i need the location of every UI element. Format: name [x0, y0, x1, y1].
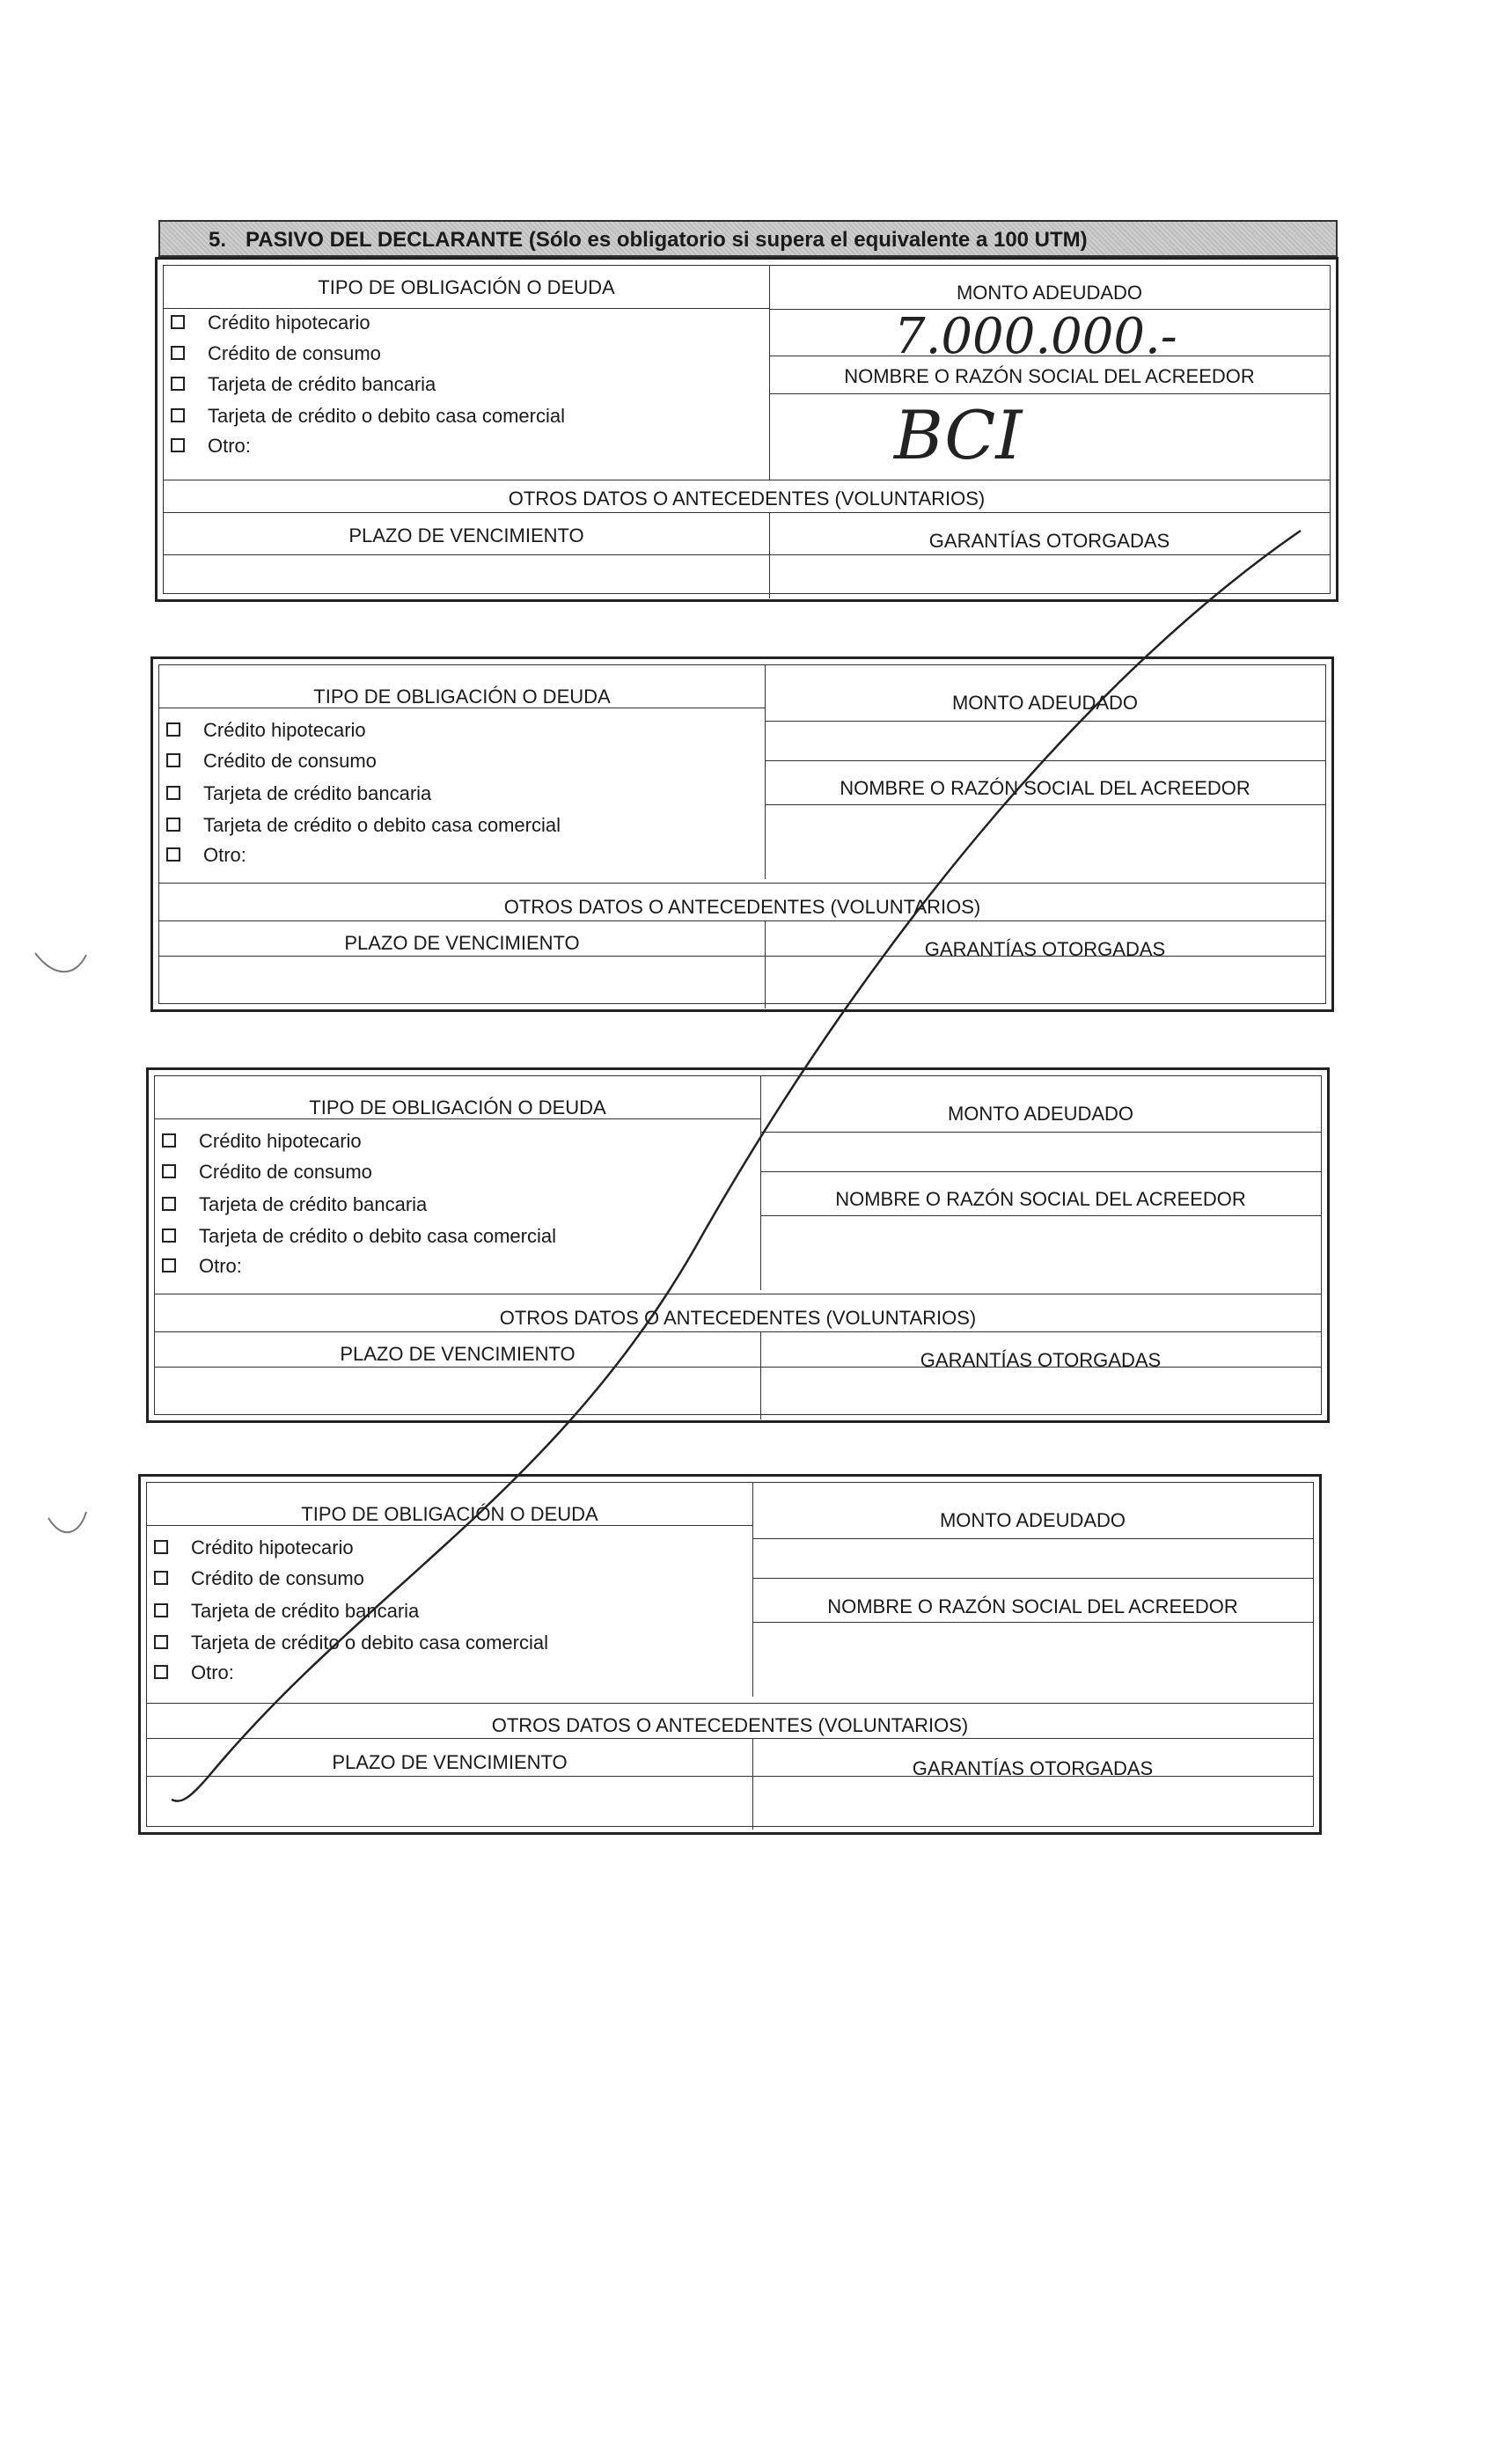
otros-label: OTROS DATOS O ANTECEDENTES (VOLUNTARIOS) [499, 1307, 977, 1329]
monto-label: MONTO ADEUDADO [947, 1103, 1134, 1125]
checkbox-icon[interactable] [154, 1540, 168, 1554]
plazo-label: PLAZO DE VENCIMIENTO [340, 1343, 576, 1365]
option-credito-consumo[interactable]: Crédito de consumo [154, 1567, 364, 1590]
tipo-label: TIPO DE OBLIGACIÓN O DEUDA [309, 1096, 606, 1118]
otros-label: OTROS DATOS O ANTECEDENTES (VOLUNTARIOS) [491, 1714, 969, 1736]
monto-label: MONTO ADEUDADO [956, 282, 1143, 304]
garantias-label: GARANTÍAS OTORGADAS [924, 938, 1166, 960]
debt-block-2 [150, 656, 1334, 1012]
option-tarjeta-casa-comercial[interactable]: Tarjeta de crédito o debito casa comercial [166, 814, 561, 837]
option-otro[interactable]: Otro: [162, 1255, 242, 1278]
checkbox-icon[interactable] [154, 1571, 168, 1585]
option-tarjeta-bancaria[interactable]: Tarjeta de crédito bancaria [171, 373, 436, 396]
checkbox-icon[interactable] [171, 346, 185, 360]
checkbox-icon[interactable] [154, 1635, 168, 1649]
checkbox-icon[interactable] [154, 1603, 168, 1617]
option-tarjeta-bancaria[interactable]: Tarjeta de crédito bancaria [154, 1600, 419, 1623]
checkbox-icon[interactable] [166, 722, 180, 737]
tipo-label: TIPO DE OBLIGACIÓN O DEUDA [313, 686, 611, 708]
option-credito-hipotecario[interactable]: Crédito hipotecario [154, 1536, 354, 1559]
option-tarjeta-bancaria[interactable]: Tarjeta de crédito bancaria [166, 782, 431, 805]
monto-label: MONTO ADEUDADO [951, 692, 1139, 714]
checkbox-icon[interactable] [162, 1197, 176, 1211]
checkbox-icon[interactable] [162, 1133, 176, 1148]
option-credito-consumo[interactable]: Crédito de consumo [162, 1161, 372, 1184]
monto-label: MONTO ADEUDADO [939, 1509, 1126, 1531]
checkbox-icon[interactable] [162, 1258, 176, 1272]
acreedor-label: NOMBRE O RAZÓN SOCIAL DEL ACREEDOR [827, 1595, 1238, 1617]
checkbox-icon[interactable] [162, 1228, 176, 1243]
option-tarjeta-bancaria[interactable]: Tarjeta de crédito bancaria [162, 1193, 427, 1216]
option-credito-consumo[interactable]: Crédito de consumo [171, 342, 381, 365]
acreedor-label: NOMBRE O RAZÓN SOCIAL DEL ACREEDOR [844, 365, 1255, 387]
checkbox-icon[interactable] [171, 438, 185, 452]
checkbox-icon[interactable] [162, 1164, 176, 1178]
checkbox-icon[interactable] [166, 818, 180, 832]
garantias-label: GARANTÍAS OTORGADAS [920, 1349, 1162, 1371]
garantias-label: GARANTÍAS OTORGADAS [912, 1757, 1154, 1779]
plazo-label: PLAZO DE VENCIMIENTO [332, 1751, 568, 1773]
debt-block-1 [155, 257, 1338, 602]
debt-block-4 [138, 1474, 1322, 1835]
acreedor-label: NOMBRE O RAZÓN SOCIAL DEL ACREEDOR [835, 1188, 1246, 1210]
garantias-label: GARANTÍAS OTORGADAS [928, 530, 1170, 552]
checkbox-icon[interactable] [154, 1665, 168, 1679]
checkbox-icon[interactable] [171, 315, 185, 329]
plazo-label: PLAZO DE VENCIMIENTO [344, 932, 580, 954]
option-tarjeta-casa-comercial[interactable]: Tarjeta de crédito o debito casa comercial [171, 405, 565, 428]
otros-label: OTROS DATOS O ANTECEDENTES (VOLUNTARIOS) [508, 488, 986, 510]
checkbox-icon[interactable] [166, 753, 180, 767]
monto-value[interactable]: 7.000.000.- [894, 308, 1177, 365]
option-otro[interactable]: Otro: [154, 1661, 234, 1684]
debt-block-3 [146, 1067, 1330, 1423]
otros-label: OTROS DATOS O ANTECEDENTES (VOLUNTARIOS) [503, 896, 981, 918]
option-otro[interactable]: Otro: [166, 844, 246, 867]
section-header [158, 220, 1338, 257]
option-tarjeta-casa-comercial[interactable]: Tarjeta de crédito o debito casa comercial [162, 1225, 556, 1248]
checkbox-icon[interactable] [166, 847, 180, 862]
tipo-label: TIPO DE OBLIGACIÓN O DEUDA [301, 1503, 598, 1525]
section-number: 5. [209, 228, 227, 252]
option-credito-consumo[interactable]: Crédito de consumo [166, 750, 377, 773]
plazo-label: PLAZO DE VENCIMIENTO [348, 524, 584, 546]
checkbox-icon[interactable] [166, 786, 180, 800]
option-credito-hipotecario[interactable]: Crédito hipotecario [166, 719, 366, 742]
option-otro[interactable]: Otro: [171, 435, 251, 458]
option-credito-hipotecario[interactable]: Crédito hipotecario [162, 1130, 362, 1153]
option-credito-hipotecario[interactable]: Crédito hipotecario [171, 312, 370, 334]
option-tarjeta-casa-comercial[interactable]: Tarjeta de crédito o debito casa comercial [154, 1632, 548, 1654]
acreedor-label: NOMBRE O RAZÓN SOCIAL DEL ACREEDOR [840, 777, 1250, 799]
acreedor-value[interactable]: BCI [894, 396, 1023, 474]
tipo-label: TIPO DE OBLIGACIÓN O DEUDA [318, 276, 615, 298]
section-title: PASIVO DEL DECLARANTE (Sólo es obligatorio si supera el equivalente a 100 UTM) [246, 228, 1088, 252]
checkbox-icon[interactable] [171, 377, 185, 391]
checkbox-icon[interactable] [171, 408, 185, 422]
